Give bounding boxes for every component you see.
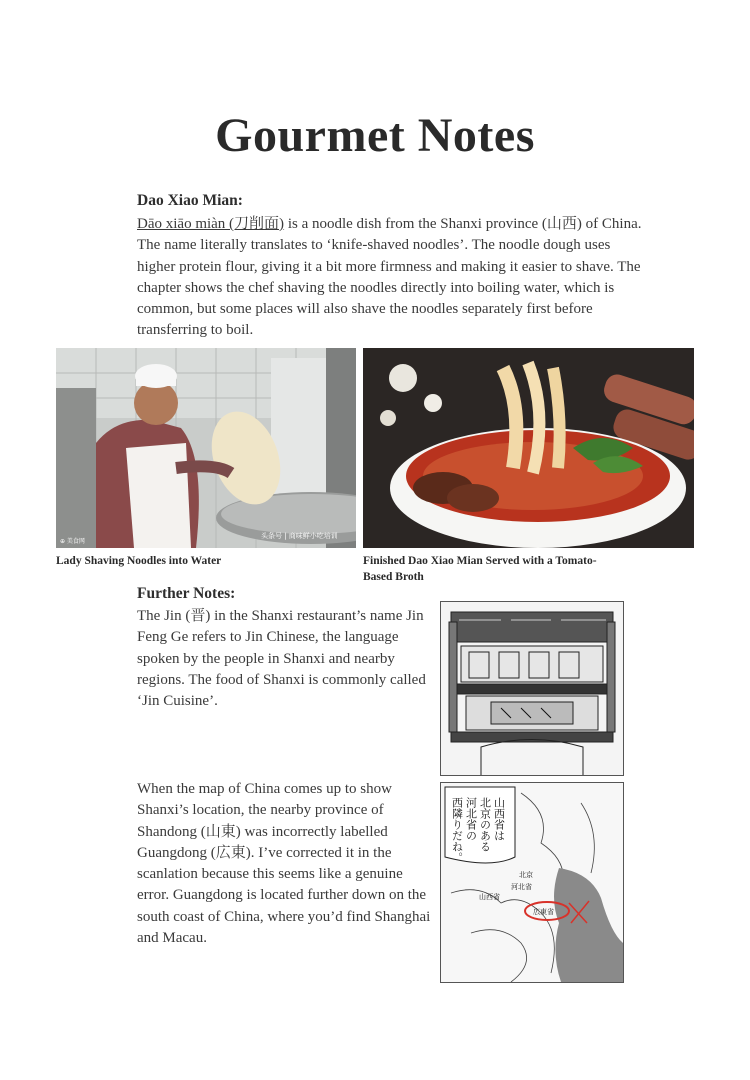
further-notes-body-1 (137, 606, 435, 712)
photo-corner-mark: ⊕ 美食网 (60, 538, 85, 545)
map-label-beijing: 北京 (519, 871, 533, 879)
dish-term: Dāo xiāo miàn (刀削面) (137, 216, 285, 232)
further-notes-heading: Further Notes: (137, 585, 236, 602)
china-map-drawing (441, 783, 623, 982)
photo-watermark: 头条号 | 商味鲜小吃培训 (261, 532, 338, 540)
lady-shaving-illustration (56, 348, 356, 548)
map-label-hebei: 河北省 (511, 883, 532, 891)
speech-col-4: 西隣りだね。 (450, 797, 464, 863)
caption-finished-noodles: Finished Dao Xiao Mian Served with a Tomato-Based Broth (363, 555, 597, 583)
photo-finished-noodles (363, 348, 694, 548)
dao-xiao-mian-body (137, 214, 642, 342)
restaurant-building-drawing (441, 602, 623, 775)
noodle-bowl-illustration (363, 348, 694, 548)
speech-col-3: 河北省の (464, 797, 478, 841)
photo-lady-shaving-noodles (56, 348, 356, 548)
further-notes-body-2 (137, 779, 435, 949)
page-title: Gourmet Notes (215, 109, 535, 162)
further-notes-paragraph-1: The Jin (晋) in the Shanxi restaurant’s name Jin Feng Ge refers to Jin Chinese, the language spoken by the people in Shanxi and nearby regions. The food of Shanxi is commonly called ‘Jin Cuisine’. (137, 608, 426, 710)
manga-panel-map (440, 782, 624, 983)
further-notes-paragraph-2: When the map of China comes up to show Shanxi’s location, the nearby province of Shandong (山東) was incorrectly labelled Guangdong (広東). I’ve corrected it in the scanlation because this seems like a genuine error. Guangdong is located further down on the south coast of China, where you’d find Shanghai and Macau. (137, 781, 431, 947)
map-label-guangdong: 広東省 (533, 908, 554, 916)
manga-panel-restaurant (440, 601, 624, 776)
speech-col-2: 北京のある (478, 797, 492, 852)
map-label-shanxi: 山西省 (479, 893, 500, 901)
dao-xiao-mian-paragraph: is a noodle dish from the Shanxi province (山西) of China. The name literally translates to ‘knife-shaved noodles’. The noodle dough uses higher protein flour, giving it a bit more firmness and making it easier to shave. The chapter shows the chef shaving the noodles directly into boiling water, which is common, but some places will also shave the noodles separately first before transferring to boil. (137, 216, 642, 339)
dao-xiao-mian-heading: Dao Xiao Mian: (137, 192, 243, 209)
speech-col-1: 山西省は (492, 797, 506, 841)
caption-lady-shaving: Lady Shaving Noodles into Water (56, 555, 222, 567)
